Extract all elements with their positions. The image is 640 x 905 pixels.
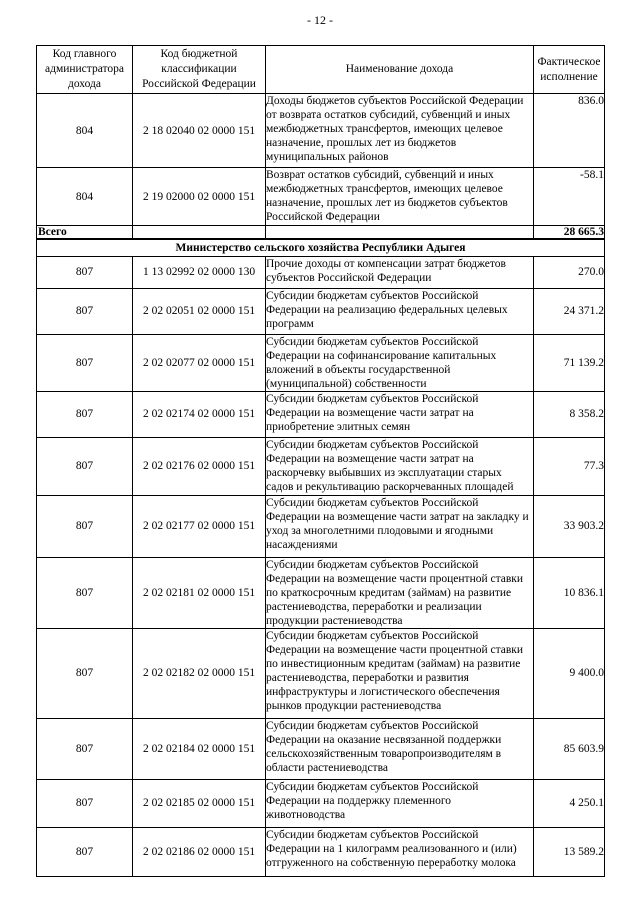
revenue-name-cell: [266, 288, 534, 334]
revenue-name-line: Доходы бюджетов субъектов Российской Федерации: [266, 95, 524, 107]
empty-cell: [133, 226, 266, 240]
admin-code-cell: 807: [37, 495, 133, 557]
actual-amount-cell: 71 139.2: [534, 334, 605, 391]
budget-code-cell: 2 02 02185 02 0000 151: [133, 779, 266, 827]
revenue-name-line: от возврата остатков субсидий, субвенций и иных: [266, 109, 511, 121]
admin-code-cell: 807: [37, 827, 133, 876]
table-row: [37, 779, 605, 827]
revenue-name-line: Федерации на возмещение части затрат на закладку и: [266, 510, 529, 523]
header-line: администратора: [44, 63, 124, 75]
revenue-name-line: межбюджетных трансфертов, имеющих целевое: [266, 183, 503, 195]
budget-code-cell: 2 02 02176 02 0000 151: [133, 437, 266, 495]
total-label: Всего: [37, 226, 133, 240]
revenue-name-cell: [266, 391, 534, 437]
revenue-name-line: Федерации на оказание несвязанной поддержки: [266, 733, 502, 746]
revenue-name-line: Возврат остатков субсидий, субвенций и иных: [266, 169, 494, 181]
revenue-name-line: инфраструктуры и логистического обеспечения: [266, 685, 500, 698]
table-row: [37, 256, 605, 288]
revenue-name-line: субъектов Российской Федерации: [266, 271, 432, 284]
admin-code-cell: 804: [37, 94, 133, 168]
revenue-name-line: Федерации на реализацию федеральных целевых: [266, 303, 508, 316]
admin-code-cell: 807: [37, 557, 133, 628]
admin-code-cell: 807: [37, 718, 133, 779]
revenue-name-cell: [266, 827, 534, 876]
budget-code-cell: 2 02 02186 02 0000 151: [133, 827, 266, 876]
header-line: дохода: [67, 78, 101, 90]
revenue-name-line: отгруженного на собственную переработку молока: [266, 856, 516, 869]
revenue-name-line: уход за многолетними плодовыми и ягодными: [266, 524, 494, 537]
revenue-name-line: межбюджетных трансфертов, имеющих целевое: [266, 123, 503, 135]
revenue-name-line: Федерации на возмещение части затрат на: [266, 406, 474, 419]
revenue-name-cell: [266, 168, 534, 226]
revenue-name-line: Субсидии бюджетам субъектов Российской: [266, 289, 479, 302]
budget-code-cell: 1 13 02992 02 0000 130: [133, 256, 266, 288]
revenue-name-line: рынков продукции растениеводства: [266, 699, 442, 712]
table-row: [37, 334, 605, 391]
revenue-name-line: растениеводства, переработки и реализации: [266, 600, 482, 613]
revenue-name-cell: [266, 557, 534, 628]
revenue-name-cell: [266, 256, 534, 288]
revenue-name-cell: [266, 334, 534, 391]
actual-amount-cell: 270.0: [534, 256, 605, 288]
revenue-name-cell: [266, 628, 534, 718]
revenue-name-line: Субсидии бюджетам субъектов Российской: [266, 438, 479, 451]
revenue-name-line: области растениеводства: [266, 761, 388, 774]
header-line: Код главного: [52, 48, 117, 60]
revenue-name-line: Федерации на возмещение части процентной ставки: [266, 572, 524, 585]
actual-amount-cell: 24 371.2: [534, 288, 605, 334]
budget-code-cell: 2 02 02051 02 0000 151: [133, 288, 266, 334]
revenue-name-line: растениеводства, переработки и развития: [266, 671, 469, 684]
revenue-name-line: Субсидии бюджетам субъектов Российской: [266, 780, 479, 793]
budget-code-cell: 2 02 02182 02 0000 151: [133, 628, 266, 718]
actual-amount-cell: 10 836.1: [534, 557, 605, 628]
actual-amount-cell: 85 603.9: [534, 718, 605, 779]
actual-amount-cell: 13 589.2: [534, 827, 605, 876]
empty-cell: [266, 226, 534, 240]
header-line: классификации: [161, 63, 237, 75]
table-row: [37, 168, 605, 226]
revenue-name-line: садов и рекультивацию раскорчеванных площадей: [266, 480, 514, 493]
admin-code-cell: 807: [37, 391, 133, 437]
admin-code-cell: 807: [37, 779, 133, 827]
revenue-name-line: вложений в объекты государственной: [266, 363, 451, 376]
revenue-table: [36, 45, 605, 877]
table-row: [37, 495, 605, 557]
budget-code-cell: 2 02 02077 02 0000 151: [133, 334, 266, 391]
section-heading: Министерство сельского хозяйства Республики Адыгея: [37, 239, 605, 256]
budget-code-cell: 2 02 02177 02 0000 151: [133, 495, 266, 557]
revenue-name-line: Субсидии бюджетам субъектов Российской: [266, 335, 479, 348]
table-row: [37, 718, 605, 779]
revenue-name-line: Федерации на софинансирование капитальных: [266, 349, 497, 362]
revenue-name-line: Российской Федерации: [266, 211, 380, 223]
revenue-name-line: по инвестиционным кредитам (займам) на развитие: [266, 657, 521, 670]
revenue-name-line: Субсидии бюджетам субъектов Российской: [266, 719, 479, 732]
table-header-row: [37, 46, 605, 94]
actual-amount-cell: 4 250.1: [534, 779, 605, 827]
revenue-name-line: Субсидии бюджетам субъектов Российской: [266, 496, 479, 509]
actual-amount-cell: 8 358.2: [534, 391, 605, 437]
header-line: Фактическое: [537, 55, 601, 68]
actual-amount-cell: -58.1: [534, 168, 605, 226]
table-row: [37, 557, 605, 628]
total-amount: 28 665.3: [534, 226, 605, 240]
budget-code-cell: 2 02 02181 02 0000 151: [133, 557, 266, 628]
revenue-name-line: назначение, прошлых лет из бюджетов: [266, 137, 457, 149]
actual-amount-cell: 836.0: [534, 94, 605, 168]
revenue-name-line: приобретение элитных семян: [266, 420, 411, 433]
header-line: исполнение: [540, 70, 598, 83]
revenue-name-line: Субсидии бюджетам субъектов Российской: [266, 392, 479, 405]
revenue-name-line: Субсидии бюджетам субъектов Российской: [266, 828, 479, 841]
table-row: [37, 437, 605, 495]
table-row: [37, 827, 605, 876]
admin-code-cell: 807: [37, 628, 133, 718]
revenue-name-line: назначение, прошлых лет из бюджетов субъектов: [266, 197, 508, 209]
revenue-name-cell: [266, 94, 534, 168]
admin-code-cell: 807: [37, 437, 133, 495]
table-row: [37, 628, 605, 718]
actual-amount-cell: 77.3: [534, 437, 605, 495]
revenue-name-cell: [266, 437, 534, 495]
revenue-name-line: Федерации на возмещение части процентной ставки: [266, 643, 524, 656]
header-line: Наименование дохода: [345, 63, 454, 75]
revenue-name-line: продукции растениеводства: [266, 614, 403, 627]
section-heading-row: [37, 239, 605, 256]
revenue-name-line: насаждениями: [266, 538, 338, 551]
budget-code-cell: 2 02 02174 02 0000 151: [133, 391, 266, 437]
revenue-name-line: Федерации на возмещение части затрат на: [266, 452, 474, 465]
revenue-name-line: раскорчевку выбывших из эксплуатации старых: [266, 466, 502, 479]
table-row: [37, 288, 605, 334]
actual-amount-cell: 9 400.0: [534, 628, 605, 718]
revenue-name-line: Федерации на 1 килограмм реализованного и (или): [266, 842, 517, 855]
total-row: [37, 226, 605, 240]
admin-code-cell: 807: [37, 334, 133, 391]
revenue-name-line: Субсидии бюджетам субъектов Российской: [266, 558, 479, 571]
header-line: Российской Федерации: [142, 78, 256, 90]
col-header-admin-code: [37, 46, 133, 94]
budget-code-cell: 2 18 02040 02 0000 151: [133, 94, 266, 168]
header-line: Код бюджетной: [160, 48, 238, 60]
page-number: - 12 -: [307, 13, 333, 27]
col-header-actual: [534, 46, 605, 94]
admin-code-cell: 807: [37, 288, 133, 334]
admin-code-cell: 804: [37, 168, 133, 226]
budget-code-cell: 2 19 02000 02 0000 151: [133, 168, 266, 226]
revenue-name-line: Субсидии бюджетам субъектов Российской: [266, 629, 479, 642]
revenue-name-cell: [266, 779, 534, 827]
revenue-name-cell: [266, 718, 534, 779]
revenue-name-line: сельскохозяйственным товаропроизводителям в: [266, 747, 502, 760]
revenue-name-line: животноводства: [266, 808, 346, 821]
actual-amount-cell: 33 903.2: [534, 495, 605, 557]
revenue-name-line: (муниципальной) собственности: [266, 377, 427, 390]
table-row: [37, 94, 605, 168]
revenue-name-line: по краткосрочным кредитам (займам) на развитие: [266, 586, 512, 599]
revenue-name-line: муниципальных районов: [266, 151, 389, 163]
revenue-name-line: Федерации на поддержку племенного: [266, 794, 452, 807]
revenue-name-line: Прочие доходы от компенсации затрат бюджетов: [266, 257, 506, 270]
table-row: [37, 391, 605, 437]
col-header-revenue-name: [266, 46, 534, 94]
revenue-name-line: программ: [266, 317, 314, 330]
revenue-name-cell: [266, 495, 534, 557]
admin-code-cell: 807: [37, 256, 133, 288]
col-header-budget-code: [133, 46, 266, 94]
budget-code-cell: 2 02 02184 02 0000 151: [133, 718, 266, 779]
